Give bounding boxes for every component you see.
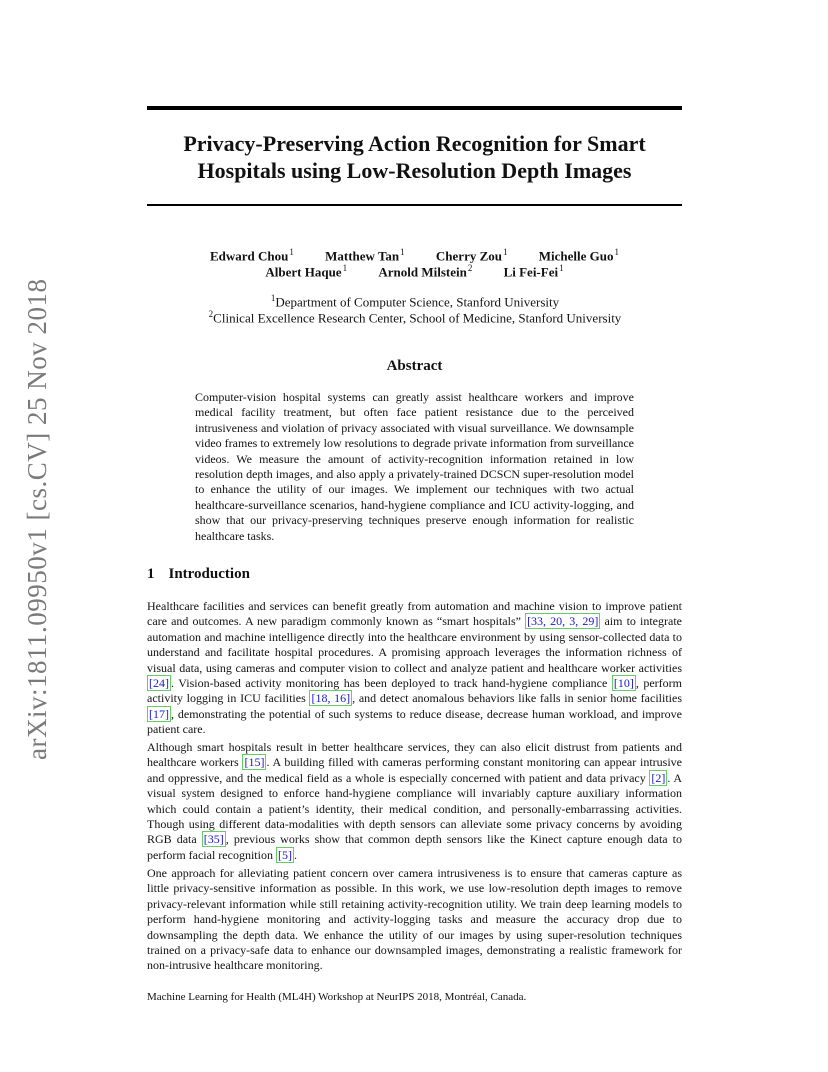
body-paragraph: Healthcare facilities and services can benefit greatly from automation and machine vision to improve patient care and outcomes. A new paradigm commonly known as “smart hospitals” [33, 20, 3, 29] aim to integrate automation and machine intelligence directly into the healthcare environment by using sensor-collected data to understand and facilitate hospital procedures. A promising approach leverages the information richness of visual data, using cameras and computer vision to collect and analyze patient and healthcare worker activities [24] . Vision-based activity monitoring has been deployed to track hand-hygiene compliance [10] , perform activity logging in ICU facilities [18, 16] , and detect anomalous behaviors like falls in senior home facilities [17] , demonstrating the potential of such systems to reduce disease, decrease human workload, and improve patient care. <box>147 599 682 737</box>
title-rule-bottom <box>147 204 682 206</box>
citation-link[interactable]: [5] <box>277 847 292 862</box>
author-list-line-2 <box>147 260 682 280</box>
author: Cherry Zou$^1$ <box>435 247 508 264</box>
citation-link[interactable]: [24] <box>149 676 169 691</box>
paper-title: Privacy-Preserving Action Recognition for Smart Hospitals using Low-Resolution Depth Images <box>183 131 646 183</box>
author: Edward Chou$^1$ <box>209 247 294 264</box>
author: Michelle Guo$^1$ <box>538 247 620 264</box>
affiliation: $^2$Clinical Excellence Research Center, School of Medicine, Stanford University <box>208 309 622 326</box>
citation-link[interactable]: [35] <box>203 832 224 847</box>
author: Arnold Milstein$^2$ <box>378 263 473 280</box>
author: Matthew Tan$^1$ <box>325 247 405 264</box>
abstract-text: Computer-vision hospital systems can greatly assist healthcare workers and improve medical facility treatment, but often face patient resistance due to the perceived intrusiveness and violation of privacy associated with visual surveillance. We downsample video frames to extremely low resolutions to degrade private information from surveillance videos. We measure the amount of activity-recognition information retained in low resolution depth images, and also apply a privately-trained DCSCN super-resolution model to enhance the utility of our images. We implement our techniques with two actual healthcare-surveillance scenarios, hand-hygiene compliance and ICU activity-logging, and show that our privacy-preserving techniques preserve enough information for realistic healthcare tasks. <box>195 390 634 543</box>
abstract-heading: Abstract <box>386 358 443 374</box>
citation-link[interactable]: [17] <box>149 706 169 721</box>
affiliation: $^1$Department of Computer Science, Stanford University <box>270 293 560 310</box>
section-heading <box>147 566 250 583</box>
citation-link[interactable]: [33, 20, 3, 29] <box>527 614 599 629</box>
body-paragraph: One approach for alleviating patient concern over camera intrusiveness is to ensure that cameras capture as little privacy-sensitive information as possible. In this work, we use low-resolution depth images to remove privacy-relevant information while still retaining activity-recognition utility. We train deep learning models to perform hand-hygiene monitoring and activity-logging tasks and measure the accuracy drop due to downsampling the depth data. We enhance the utility of our images by using super-resolution techniques trained on a privacy-safe data to enhance our downsampled images, demonstrating a realistic framework for non-intrusive healthcare monitoring. <box>147 866 682 973</box>
section-title: Introduction <box>168 566 250 582</box>
venue-footnote: Machine Learning for Health (ML4H) Workshop at NeurIPS 2018, Montréal, Canada. <box>147 991 527 1003</box>
title-rule-top <box>147 106 682 110</box>
citation-link[interactable]: [2] <box>651 770 666 785</box>
body-paragraph: Although smart hospitals result in better healthcare services, they can also elicit distrust from patients and healthcare workers [15] . A building filled with cameras performing constant monitoring can appear intrusive and oppressive, and the medical field as a whole is especially concerned with patient and data privacy [2] . A visual system designed to enforce hand-hygiene compliance will invariably capture auxiliary information which could contain a patient’s identity, their medical condition, and personally-embarrassing activities. Though using different data-modalities with depth sensors can alleviate some privacy concerns by avoiding RGB data [35] , previous works show that common depth sensors like the Kinect capture enough data to perform facial recognition [5] . <box>147 740 683 862</box>
author: Albert Haque$^1$ <box>265 263 348 280</box>
section-number: 1 <box>147 566 155 582</box>
arxiv-identifier: arXiv:1811.09950v1 [cs.CV] 25 Nov 2018 <box>22 278 52 760</box>
author: Li Fei-Fei$^1$ <box>503 263 564 280</box>
citation-link[interactable]: [15] <box>244 755 265 770</box>
citation-link[interactable]: [18, 16] <box>311 691 351 706</box>
citation-link[interactable]: [10] <box>613 676 634 691</box>
